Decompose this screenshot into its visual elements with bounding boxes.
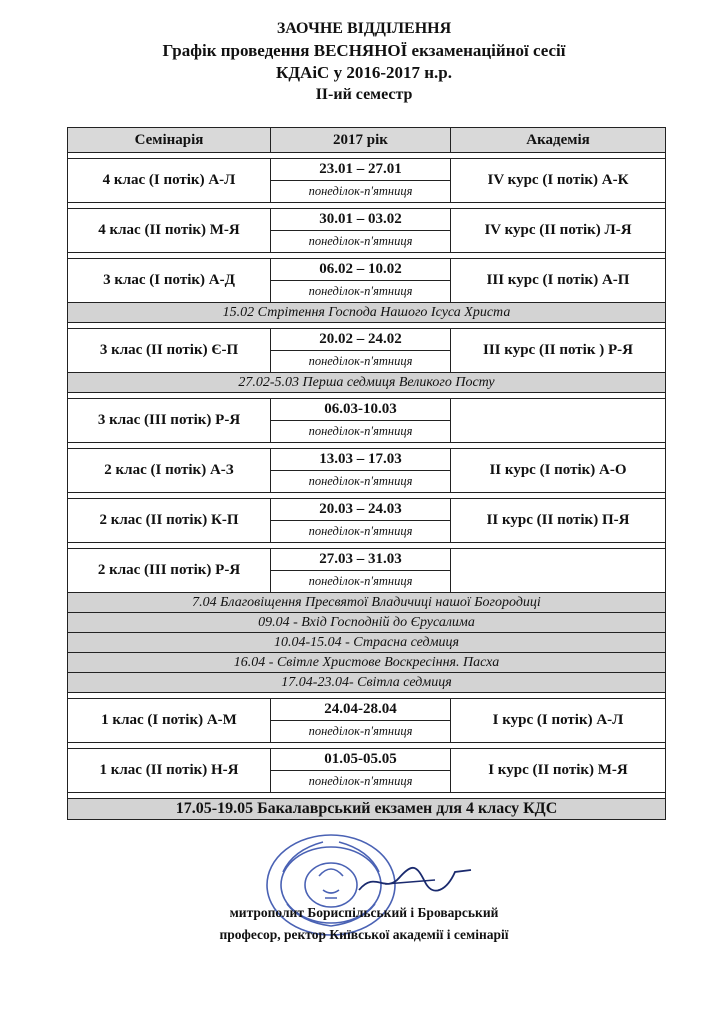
table-row [68, 699, 666, 721]
date-range: 20.02 – 24.02 [271, 329, 451, 351]
column-header-seminary: Семінарія [68, 128, 271, 153]
academy-cell [451, 399, 666, 443]
date-range: 01.05-05.05 [271, 749, 451, 771]
signature-icon [355, 860, 475, 900]
event-row [68, 633, 666, 653]
date-range: 24.04-28.04 [271, 699, 451, 721]
table-header-row [68, 128, 666, 153]
weekday-label: понеділок-п'ятниця [271, 471, 451, 493]
weekday-label: понеділок-п'ятниця [271, 351, 451, 373]
seminary-cell: 3 клас (ІІІ потік) Р-Я [68, 399, 271, 443]
seminary-cell: 1 клас (ІІ потік) Н-Я [68, 749, 271, 793]
academy-cell: І курс (ІІ потік) М-Я [451, 749, 666, 793]
event-row [68, 303, 666, 323]
seminary-cell: 1 клас (І потік) А-М [68, 699, 271, 743]
date-range: 30.01 – 03.02 [271, 209, 451, 231]
table-row [68, 499, 666, 521]
seminary-cell: 2 клас (І потік) А-З [68, 449, 271, 493]
date-range: 06.03-10.03 [271, 399, 451, 421]
seminary-cell: 2 клас (ІІ потік) К-П [68, 499, 271, 543]
weekday-label: понеділок-п'ятниця [271, 571, 451, 593]
exam-schedule-table [67, 127, 666, 820]
date-range: 23.01 – 27.01 [271, 159, 451, 181]
event-row [68, 613, 666, 633]
weekday-label: понеділок-п'ятниця [271, 181, 451, 203]
academy-cell [451, 549, 666, 593]
academy-cell: ІІІ курс (ІІ потік ) Р-Я [451, 329, 666, 373]
holiday-event: 10.04-15.04 - Страсна седмиця [68, 633, 666, 653]
department-title: ЗАОЧНЕ ВІДДІЛЕННЯ [276, 20, 452, 37]
signatory-position: професор, ректор Київської академії і семінарії [219, 927, 509, 942]
weekday-label: понеділок-п'ятниця [271, 721, 451, 743]
seminary-cell: 3 клас (І потік) А-Д [68, 259, 271, 303]
academy-cell: ІІІ курс (І потік) А-П [451, 259, 666, 303]
semester-label: ІІ-ий семестр [315, 86, 413, 103]
weekday-label: понеділок-п'ятниця [271, 771, 451, 793]
seminary-cell: 2 клас (ІІІ потік) Р-Я [68, 549, 271, 593]
table-row [68, 449, 666, 471]
event-row [68, 673, 666, 693]
final-exam-row [68, 799, 666, 820]
academy-cell: І курс (І потік) А-Л [451, 699, 666, 743]
table-row [68, 259, 666, 281]
schedule-title: Графік проведення ВЕСНЯНОЇ екзаменаційної сесії [162, 41, 566, 60]
holiday-event: 15.02 Стрітення Господа Нашого Ісуса Христа [68, 303, 666, 323]
academy-cell: IV курс (І потік) А-К [451, 159, 666, 203]
holiday-event: 09.04 - Вхід Господній до Єрусалима [68, 613, 666, 633]
event-row [68, 593, 666, 613]
date-range: 27.03 – 31.03 [271, 549, 451, 571]
weekday-label: понеділок-п'ятниця [271, 421, 451, 443]
date-range: 13.03 – 17.03 [271, 449, 451, 471]
event-row [68, 653, 666, 673]
weekday-label: понеділок-п'ятниця [271, 521, 451, 543]
academy-cell: IV курс (ІІ потік) Л-Я [451, 209, 666, 253]
signatory-title: митрополит Бориспільський і Броварський [229, 905, 499, 920]
holiday-event: 16.04 - Світле Христове Воскресіння. Пасха [68, 653, 666, 673]
table-row [68, 159, 666, 181]
signatory-block [0, 902, 728, 946]
table-row [68, 549, 666, 571]
academy-cell: ІІ курс (ІІ потік) П-Я [451, 499, 666, 543]
date-range: 06.02 – 10.02 [271, 259, 451, 281]
holiday-event: 17.04-23.04- Світла седмиця [68, 673, 666, 693]
column-header-year: 2017 рік [271, 128, 451, 153]
event-row [68, 373, 666, 393]
table-row [68, 399, 666, 421]
holiday-event: 7.04 Благовіщення Пресвятої Владичиці нашої Богородиці [68, 593, 666, 613]
table-row [68, 749, 666, 771]
table-row [68, 209, 666, 231]
weekday-label: понеділок-п'ятниця [271, 281, 451, 303]
column-header-academy: Академія [451, 128, 666, 153]
bachelor-exam-banner: 17.05-19.05 Бакалаврський екзамен для 4 класу КДС [68, 799, 666, 820]
academy-cell: ІІ курс (І потік) А-О [451, 449, 666, 493]
seminary-cell: 4 клас (ІІ потік) М-Я [68, 209, 271, 253]
document-header [0, 18, 728, 106]
seminary-cell: 3 клас (ІІ потік) Є-П [68, 329, 271, 373]
academic-year: КДАіС у 2016-2017 н.р. [276, 63, 452, 82]
seminary-cell: 4 клас (І потік) А-Л [68, 159, 271, 203]
holiday-event: 27.02-5.03 Перша седмиця Великого Посту [68, 373, 666, 393]
date-range: 20.03 – 24.03 [271, 499, 451, 521]
weekday-label: понеділок-п'ятниця [271, 231, 451, 253]
table-row [68, 329, 666, 351]
